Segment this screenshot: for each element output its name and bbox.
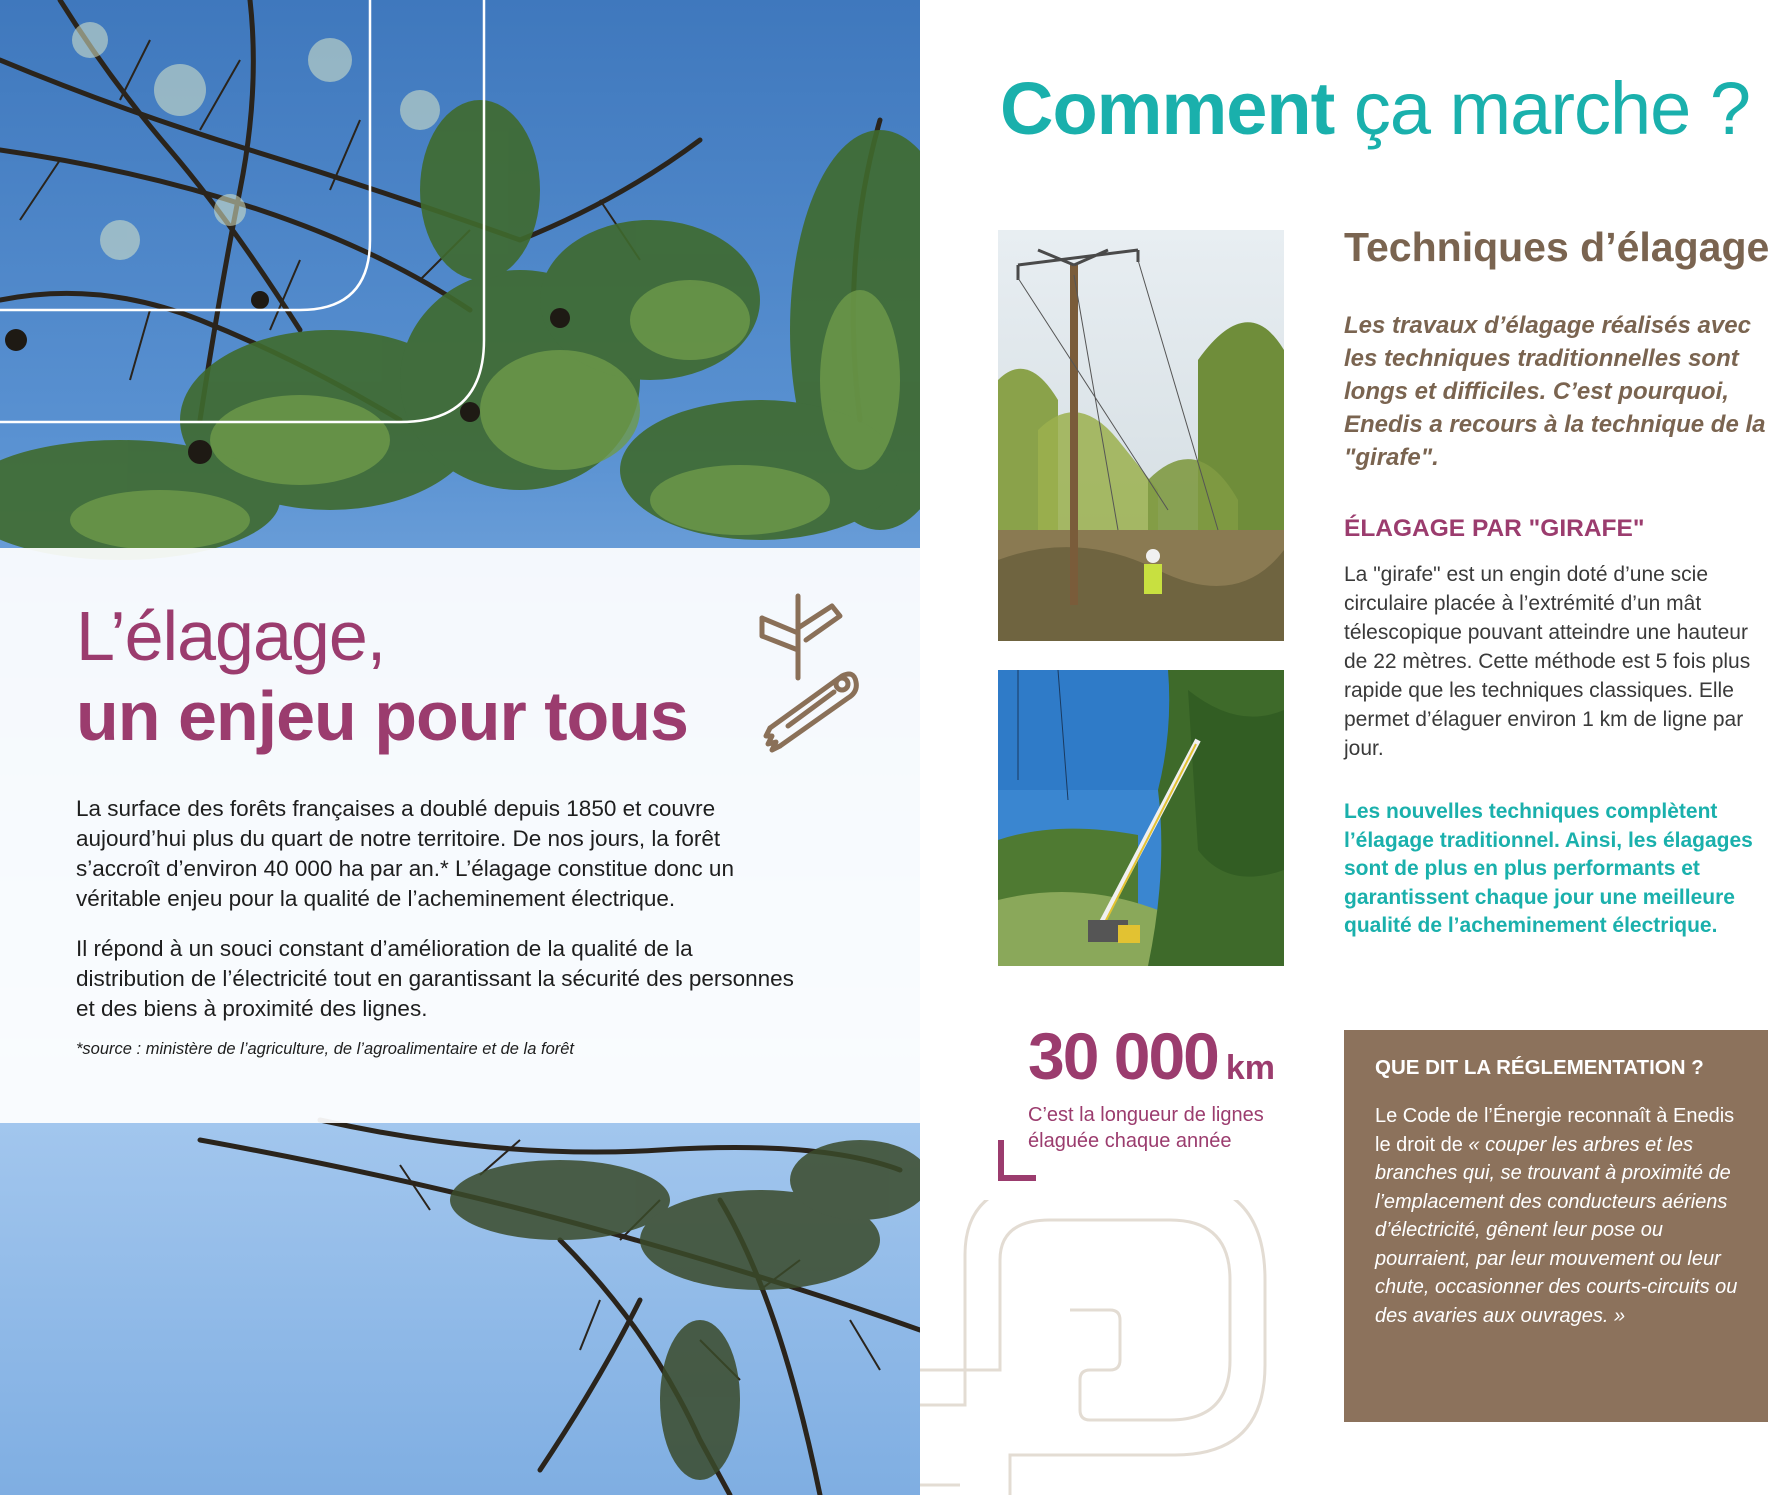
- stat-figure: [1028, 1016, 1275, 1115]
- decorative-outline-shape: [920, 1200, 1340, 1495]
- regulation-intro: Le Code de l’Énergie reconnaît à Enedis le droit de: [1375, 1105, 1735, 1156]
- source-note: *source : ministère de l’agriculture, de l’agroalimentaire et de la forêt: [76, 1040, 574, 1058]
- bracket-decoration: [998, 1140, 1038, 1182]
- intro-title-line2: un enjeu pour tous: [76, 677, 688, 755]
- girafe-description: La "girafe" est un engin doté d’une scie circulaire placée à l’extrémité d’un mât télescopique pouvant atteindre une hauteur de 22 mètres. Cette méthode est 5 fois plus rapide que les techniques classiques. Elle permet d’élaguer environ 1 km de ligne par jour.: [1344, 563, 1751, 760]
- new-techniques-text: Les nouvelles techniques complètent l’élagage traditionnel. Ainsi, les élagages sont de plus en plus performants et garantissent chaque jour une meilleure qualité de l’acheminement électrique.: [1344, 800, 1753, 937]
- girafe-subtitle: ÉLAGAGE PAR "GIRAFE": [1344, 515, 1645, 542]
- girafe-machine-photo: [998, 670, 1284, 966]
- intro-body: [76, 794, 806, 1044]
- stat-unit: km: [1225, 1049, 1276, 1087]
- regulation-quote: « couper les arbres et les branches qui, se trouvant à proximité de l’emplacement des conducteurs aériens d’électricité, gênent leur pose ou pourraient, par leur mouvement ou leur chute, occasionner des courts-circuits ou des avaries aux ouvrages. »: [1375, 1133, 1738, 1327]
- stat-value: 30 000: [1028, 1019, 1218, 1093]
- lead-paragraph: Les travaux d’élagage réalisés avec les techniques traditionnelles sont longs et difficiles. C’est pourquoi, Enedis a recours à la technique de la "girafe".: [1344, 312, 1766, 471]
- intro-paragraph-2: Il répond à un souci constant d’amélioration de la qualité de la distribution de l’électricité tout en garantissant la sécurité des personnes et des biens à proximité des lignes.: [76, 936, 794, 1021]
- intro-title-line1: L’élagage,: [76, 597, 386, 675]
- regulation-title: QUE DIT LA RÉGLEMENTATION ?: [1375, 1056, 1704, 1079]
- power-pole-photo: [998, 230, 1284, 641]
- tree-saw-icon: [750, 588, 860, 763]
- heading-bold: Comment: [1000, 67, 1335, 150]
- main-heading: [1000, 64, 1750, 154]
- stat-caption: C’est la longueur de lignes élaguée chaque année: [1028, 1104, 1264, 1152]
- section-title: Techniques d’élagage: [1344, 224, 1770, 270]
- intro-paragraph-1: La surface des forêts françaises a doublé depuis 1850 et couvre aujourd’hui plus du quart de notre territoire. De nos jours, la forêt s’accroît d’environ 40 000 ha par an.* L’élagage constitue donc un véritable enjeu pour la qualité de l’acheminement électrique.: [76, 796, 734, 911]
- regulation-text: [1375, 1102, 1738, 1330]
- heading-light: ça marche ?: [1353, 67, 1750, 150]
- regulation-box: [1344, 1030, 1768, 1422]
